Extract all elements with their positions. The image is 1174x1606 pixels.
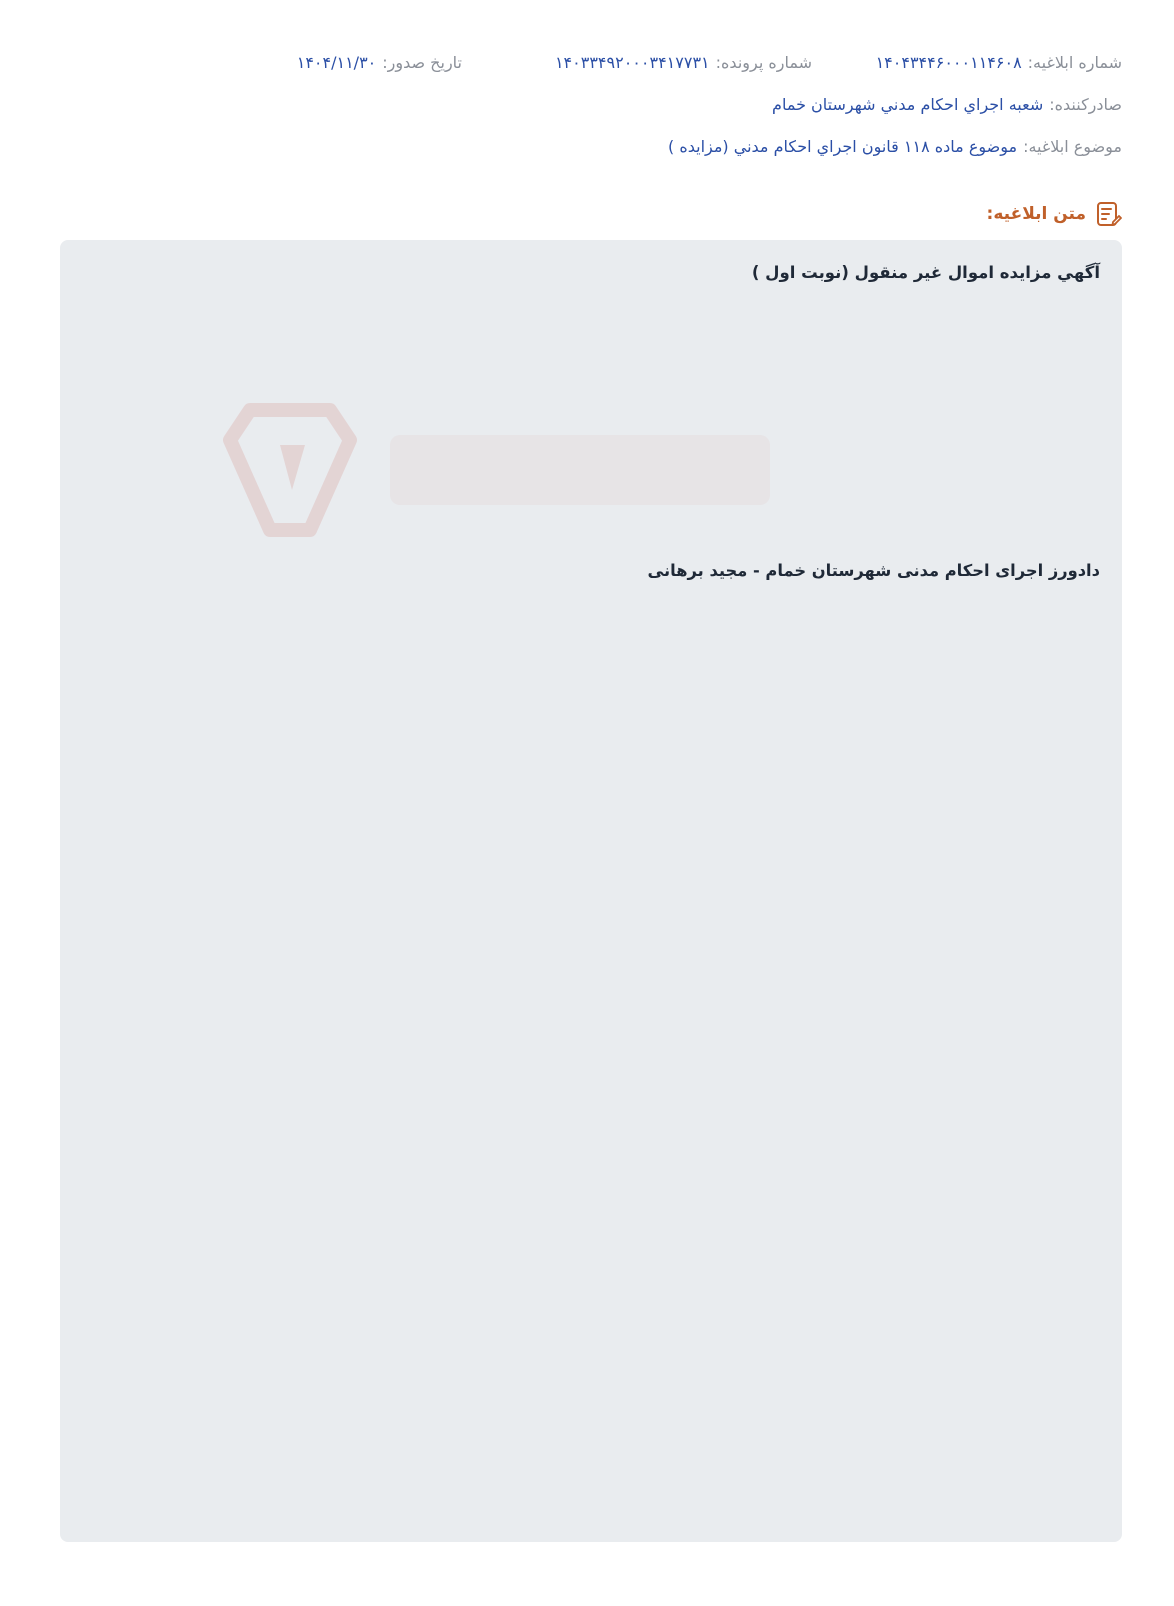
subject-value: موضوع ماده ۱۱۸ قانون اجراي احکام مدني (مزایده ) bbox=[668, 137, 1018, 156]
notice-text-title: متن ابلاغیه: bbox=[986, 204, 1086, 224]
case-number-label: شماره پرونده: bbox=[715, 53, 812, 72]
notice-paragraph bbox=[82, 425, 1100, 458]
meta-row-subject bbox=[52, 134, 1122, 160]
issue-date bbox=[297, 50, 462, 76]
notice-paragraph bbox=[82, 511, 1100, 544]
meta-row-ids bbox=[52, 50, 1122, 76]
subject-label: موضوع ابلاغیه: bbox=[1023, 137, 1122, 156]
issuer-value: شعبه اجراي احکام مدني شهرستان خمام bbox=[772, 95, 1044, 114]
notice-number bbox=[812, 50, 1122, 76]
subject bbox=[668, 134, 1122, 160]
notice-paragraph bbox=[82, 382, 1100, 415]
case-number-value: ۱۴۰۳۳۴۹۲۰۰۰۳۴۱۷۷۳۱ bbox=[554, 53, 710, 72]
issuer bbox=[772, 92, 1122, 118]
notice-text-box bbox=[60, 240, 1122, 1542]
issuer-label: صادرکننده: bbox=[1049, 95, 1122, 114]
notice-meta bbox=[52, 50, 1122, 160]
notice-text-header bbox=[987, 200, 1122, 228]
notice-heading: آگهي مزايده اموال غير منقول (نوبت اول ) bbox=[751, 263, 1100, 282]
meta-row-issuer bbox=[52, 92, 1122, 118]
notice-signature: دادورز اجرای احکام مدنی شهرستان خمام - مجید برهانی bbox=[647, 561, 1100, 580]
notice-paragraph bbox=[82, 468, 1100, 501]
notice-number-label: شماره ابلاغیه: bbox=[1027, 53, 1122, 72]
notice-number-value: ۱۴۰۴۳۴۴۶۰۰۰۱۱۴۶۰۸ bbox=[875, 53, 1022, 72]
issue-date-label: تاریخ صدور: bbox=[382, 53, 462, 72]
document-edit-icon bbox=[1094, 200, 1122, 228]
notice-paragraph bbox=[82, 296, 1100, 329]
case-number bbox=[462, 50, 812, 76]
notice-paragraph bbox=[82, 339, 1100, 372]
issue-date-value: ۱۴۰۴/۱۱/۳۰ bbox=[296, 53, 377, 72]
